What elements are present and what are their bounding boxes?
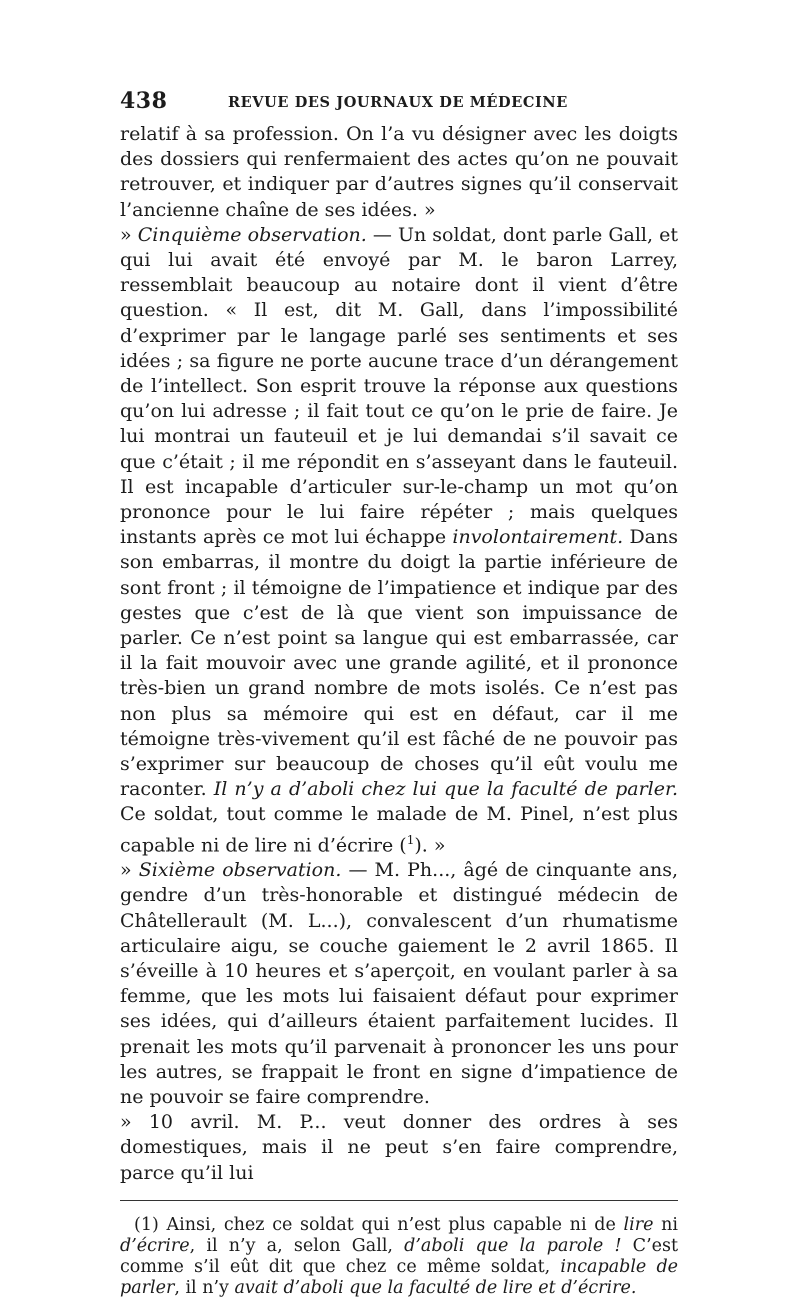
running-head: REVUE DES JOURNAUX DE MÉDECINE — [228, 94, 568, 111]
text-run: ). » — [414, 834, 446, 857]
paragraph-april-10: » 10 avril. M. P... veut donner des ordres à ses domestiques, mais il ne peut s’en faire comprendre, parce qu’il lui — [120, 1111, 678, 1184]
document-page — [120, 88, 679, 1298]
text-run: C’est comme s’il eût dit que chez ce même soldat, — [120, 1235, 679, 1277]
paragraph-fifth-observation — [120, 223, 678, 858]
quote-mark: » — [120, 859, 139, 882]
text-run: Dans son embarras, il montre du doigt la partie inférieure de sont front ; il témoigne de l’impatience et indique par des gestes que c’est de là que vient son impuissance de parler. Ce n’est point sa langue qui est embarrassée, car il la fait mouvoir avec une grande agilité, et il prononce très-bien un grand nombre de mots isolés. Ce n’est pas non plus sa mémoire qui est en défaut, car il me témoigne très-vivement qu’il est fâché de ne pouvoir pas s’exprimer sur beaucoup de choses qu’il eût voulu me raconter. — [120, 526, 678, 801]
emphasis-involontairement: involontairement. — [452, 526, 624, 549]
emphasis: lire — [623, 1214, 654, 1235]
text-run: , il n’y — [174, 1277, 235, 1298]
page-number: 438 — [120, 88, 168, 114]
text-run: — Un soldat, dont parle Gall, et qui lui avait été envoyé par M. le baron Larrey, ressemblait beaucoup au notaire dont il vient d’être question. « Il est, dit M. Gall, dans l’impossibilité d’exprimer par le langage parlé ses sentiments et ses idées ; sa figure ne porte aucune trace d’un dérangement de l’intellect. Son esprit trouve la réponse aux questions qu’on lui adresse ; il fait tout ce qu’on le prie de faire. Je lui montrai un fauteuil et je lui demandai s’il savait ce que c’était ; il me répondit en s’asseyant dans le fauteuil. Il est incapable d’articuler sur-le-champ un mot qu’on prononce pour le lui faire répéter ; mais quelques instants après ce mot lui échappe — [120, 223, 679, 549]
footnotes — [120, 1215, 678, 1299]
footnote-divider — [120, 1200, 678, 1201]
text-run: Ce soldat, tout comme le malade de M. Pinel, n’est plus capable ni de lire ni d’écrire ( — [120, 803, 678, 857]
emphasis: d’aboli que la parole ! — [404, 1235, 622, 1256]
section-title-fifth-observation: Cinquième observation. — [137, 223, 367, 246]
text-run: ni — [653, 1214, 679, 1235]
page-header — [120, 88, 678, 122]
text-run: — M. Ph..., âgé de cinquante ans, gendre d’un très-honorable et distingué médecin de Châtellerault (M. L...), convalescent d’un rhumatisme articulaire aigu, se couche gaiement le 2 avril 1865. Il s’éveille à 10 heures et s’aperçoit, en voulant parler à sa femme, que les mots lui faisaient défaut pour exprimer ses idées, qui d’ailleurs étaient parfaitement lucides. Il prenait les mots qu’il parvenait à prononcer les uns pour les autres, se frappait le front en signe d’impatience de ne pouvoir se faire comprendre. — [120, 859, 678, 1109]
emphasis: d’écrire — [120, 1235, 190, 1256]
body-text — [120, 122, 678, 1186]
emphasis: avait d’aboli que la faculté de lire et d’écrire. — [234, 1277, 637, 1298]
emphasis-aboli: Il n’y a d’aboli chez lui que la faculté de parler. — [213, 778, 679, 801]
footnote-marker: (1) — [134, 1214, 167, 1235]
text-run: Ainsi, chez ce soldat qui n’est plus capable ni de — [166, 1214, 624, 1235]
section-title-sixth-observation: Sixième observation. — [138, 859, 342, 882]
emphasis: incapable de parler — [120, 1256, 678, 1298]
paragraph-continuation: relatif à sa profession. On l’a vu désigner avec les doigts des dossiers qui renfermaient des actes qu’on ne pouvait retrouver, et indiquer par d’autres signes qu’il conservait l’ancienne chaîne de ses idées. » — [120, 123, 678, 221]
footnote-reference[interactable]: 1 — [406, 832, 415, 847]
quote-mark: » — [120, 223, 138, 246]
text-run: , il n’y a, selon Gall, — [189, 1235, 405, 1256]
footnote-1 — [120, 1215, 678, 1299]
paragraph-sixth-observation — [120, 858, 678, 1110]
